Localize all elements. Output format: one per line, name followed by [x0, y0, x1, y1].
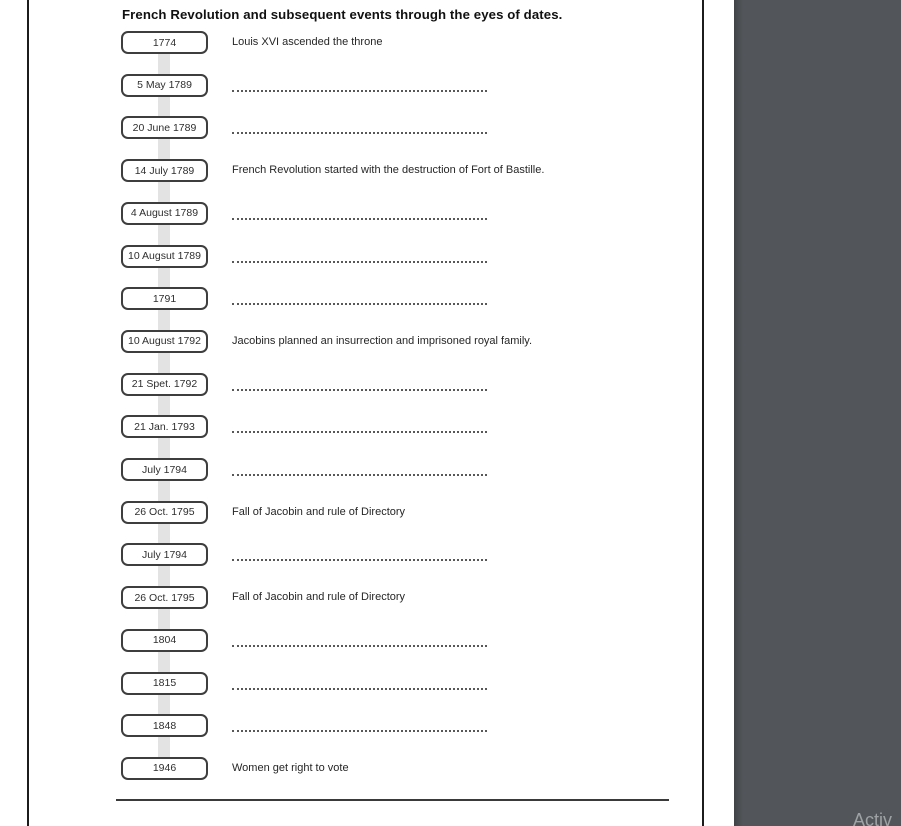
- timeline-row: [0, 159, 700, 182]
- event-text: Fall of Jacobin and rule of Directory: [232, 505, 406, 518]
- date-box: 26 Oct. 1795: [121, 586, 208, 609]
- dotted-blank-line: [232, 77, 487, 92]
- dotted-blank-line: [232, 632, 487, 647]
- dotted-blank-line: [232, 290, 487, 305]
- dotted-blank-line: [232, 205, 487, 220]
- date-box: 1946: [121, 757, 208, 780]
- timeline-row: [0, 501, 700, 524]
- date-box: 5 May 1789: [121, 74, 208, 97]
- timeline-row: [0, 586, 700, 609]
- activate-watermark-text: Activ: [853, 810, 893, 826]
- event-text: Jacobins planned an insurrection and imprisoned royal family.: [232, 334, 533, 347]
- event-text: Louis XVI ascended the throne: [232, 36, 383, 48]
- date-box: 20 June 1789: [121, 116, 208, 139]
- dotted-blank-line: [232, 248, 487, 263]
- date-box: 14 July 1789: [121, 159, 208, 182]
- timeline-row: [0, 287, 700, 310]
- dotted-blank-line: [232, 546, 487, 561]
- dotted-blank-line: [232, 675, 487, 690]
- date-box: July 1794: [121, 543, 208, 566]
- date-box: 10 Augsut 1789: [121, 245, 208, 268]
- date-box: 1815: [121, 672, 208, 695]
- timeline-row: [0, 458, 700, 481]
- date-box: 21 Jan. 1793: [121, 415, 208, 438]
- timeline-row: [0, 202, 700, 225]
- document-title: French Revolution and subsequent events through the eyes of dates.: [122, 7, 563, 22]
- watermark-container: [734, 788, 901, 826]
- date-box: 1848: [121, 714, 208, 737]
- timeline-row: [0, 330, 700, 353]
- timeline-row: [0, 714, 700, 737]
- timeline-row: [0, 543, 700, 566]
- date-box: 1804: [121, 629, 208, 652]
- event-text: French Revolution started with the destruction of Fort of Bastille.: [232, 164, 545, 177]
- event-text: Women get right to vote: [232, 761, 349, 774]
- event-text: Fall of Jacobin and rule of Directory: [232, 591, 406, 604]
- date-box: 1774: [121, 31, 208, 54]
- timeline-row: [0, 629, 700, 652]
- timeline-row: [0, 373, 700, 396]
- date-box: 4 August 1789: [121, 202, 208, 225]
- dotted-blank-line: [232, 376, 487, 391]
- dotted-blank-line: [232, 717, 487, 732]
- dotted-blank-line: [232, 119, 487, 134]
- dotted-blank-line: [232, 418, 487, 433]
- date-box: 10 August 1792: [121, 330, 208, 353]
- dotted-blank-line: [232, 461, 487, 476]
- timeline-row: [0, 31, 700, 54]
- timeline-row: [0, 415, 700, 438]
- date-box: July 1794: [121, 458, 208, 481]
- date-box: 1791: [121, 287, 208, 310]
- timeline-row: [0, 116, 700, 139]
- date-box: 26 Oct. 1795: [121, 501, 208, 524]
- timeline-row: [0, 245, 700, 268]
- date-box: 21 Spet. 1792: [121, 373, 208, 396]
- timeline-row: [0, 672, 700, 695]
- timeline-row: [0, 74, 700, 97]
- timeline-row: [0, 757, 700, 780]
